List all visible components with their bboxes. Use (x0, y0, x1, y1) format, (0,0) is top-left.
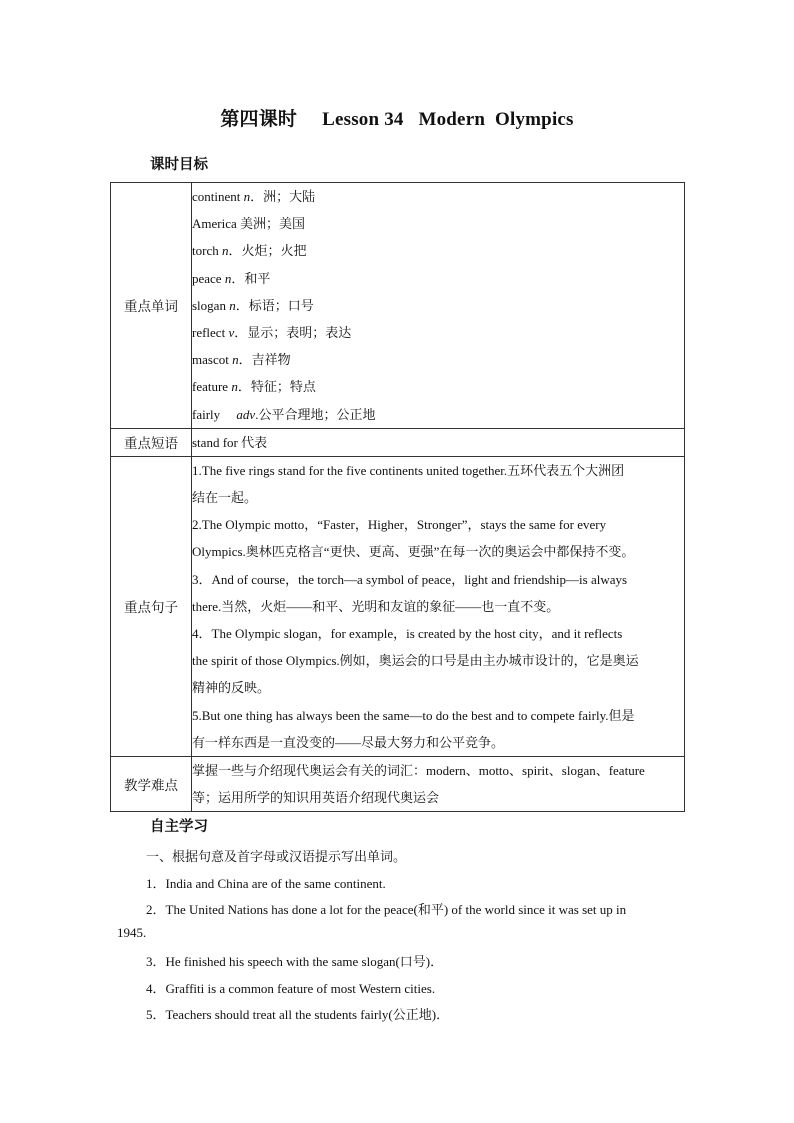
title-english: Lesson 34 Modern Olympics (322, 109, 574, 130)
table-row-phrase (111, 428, 685, 456)
page-title (0, 104, 794, 131)
table-row-vocab (111, 183, 685, 429)
section-heading-goals: 课时目标 (150, 157, 208, 173)
table-row-sentences (111, 456, 685, 756)
difficulty-line: 掌握一些与介绍现代奥运会有关的词汇：modern、motto、spirit、slogan、feature (192, 762, 645, 778)
phrase-item: stand for 代表 (192, 434, 268, 450)
title-chinese: 第四课时 (220, 109, 298, 130)
list-item: torch n．火炬；火把 (192, 243, 307, 259)
sentence-line: 有一样东西是一直没变的——尽最大努力和公平竞争。 (192, 734, 505, 750)
sentence-line: 精神的反映。 (192, 680, 271, 696)
difficulty-line: 等；运用所学的知识用英语介绍现代奥运会 (192, 790, 440, 806)
list-item: reflect v．显示；表明；表达 (192, 324, 352, 340)
list-item: slogan n．标语；口号 (192, 297, 314, 313)
sentence-line: the spirit of those Olympics.例如，奥运会的口号是由主办城市设计的，它是奥运 (192, 653, 639, 669)
exercise-item: 2．The United Nations has done a lot for the peace(和平) of the world since it was set up in (146, 902, 627, 917)
sentence-line: 2.The Olympic motto，“Faster，Higher，Stronger”，stays the same for every (192, 517, 607, 533)
difficulty-text (192, 756, 685, 811)
list-item: mascot n．吉祥物 (192, 352, 291, 368)
list-item: peace n．和平 (192, 270, 271, 286)
sentence-line: 4．The Olympic slogan，for example，is created by the host city，and it reflects (192, 626, 623, 641)
exercise-item: 4．Graffiti is a common feature of most Western cities. (146, 981, 436, 996)
difficulty-head: 教学难点 (111, 756, 192, 811)
sentence-line: 5.But one thing has always been the same—to do the best and to compete fairly.但是 (192, 707, 635, 723)
phrase-head: 重点短语 (111, 428, 192, 456)
sentence-list (192, 456, 685, 756)
sentence-line: 1.The five rings stand for the five continents united together.五环代表五个大洲团 (192, 462, 625, 478)
exercise-instruction: 一、根据句意及首字母或汉语提示写出单词。 (146, 849, 407, 864)
exercise-item: 1．India and China are of the same continent. (146, 876, 386, 891)
sentence-line: there.当然，火炬——和平、光明和友谊的象征——也一直不变。 (192, 598, 560, 614)
section-heading-self-study: 自主学习 (150, 819, 208, 835)
sentence-line: 3．And of course，the torch—a symbol of peace，light and friendship—is always (192, 571, 628, 587)
list-item: feature n．特征；特点 (192, 379, 316, 395)
vocab-list (192, 183, 685, 429)
sentence-line: Olympics.奥林匹克格言“更快、更高、更强”在每一次的奥运会中都保持不变。 (192, 544, 635, 560)
exercise-item: 1945. (117, 925, 147, 940)
sentence-line: 结在一起。 (192, 490, 258, 506)
list-item: fairly adv.公平合理地；公正地 (192, 406, 376, 422)
list-item: continent n．洲；大陆 (192, 189, 316, 204)
sentence-head: 重点句子 (111, 456, 192, 756)
vocab-head: 重点单词 (111, 183, 192, 429)
table-row-difficulty (111, 756, 685, 811)
exercise-item: 5．Teachers should treat all the students fairly(公正地)． (146, 1007, 450, 1022)
list-item: America 美洲；美国 (192, 216, 306, 232)
exercise-item: 3．He finished his speech with the same slogan(口号)． (146, 954, 444, 969)
lesson-goals-table (110, 182, 685, 812)
